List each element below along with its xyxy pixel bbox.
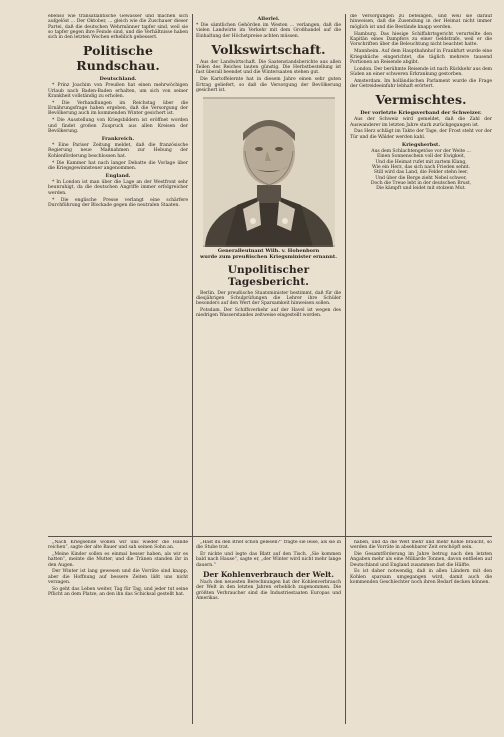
article-body: [48, 143, 188, 171]
paragraph: * Die Ausstellung von Kriegsbildern ist eröffnet worden und findet großen Zuspruch aus allen Kreisen der Bevölkerung.: [48, 118, 188, 134]
portrait-image: [203, 97, 335, 247]
paragraph: London. Der berühmte Reisende ist nach Rückkehr aus dem Süden an einer schweren Erkrankung gestorben.: [350, 66, 492, 77]
kohlenverbrauch-heading: Der Kohlenverbrauch der Welt.: [202, 569, 335, 579]
story-body: [196, 540, 341, 568]
poem-line: Still wird das Land, die Felder stehn leer,: [373, 170, 469, 176]
paragraph: Amsterdam. Im holländischen Parlament wurde die Frage der Getreideeinfuhr lebhaft erörtert.: [350, 78, 492, 90]
paragraph: Die Kartoffelernte hat in diesem Jahre einen sehr guten Ertrag geliefert, so daß die Versorgung der Bevölkerung gesichert ist.: [196, 77, 341, 93]
paragraph: Die Gesamtförderung im Jahre betrug nach den letzten Angaben mehr als eine Milliarde Tonnen, davon entfielen auf Deutschland und England zusammen fast die Hälfte.: [350, 552, 492, 568]
paragraph: Der Winter ist lang gewesen und die Vorräte sind knapp, aber die Hoffnung auf bessere Zeiten läßt uns nicht verzagen.: [48, 569, 188, 586]
article-body: [350, 540, 492, 585]
horizontal-rule: [48, 536, 492, 537]
caption-line: wurde zum preußischen Kriegsminister ernannt.: [200, 253, 337, 260]
poem-line: Und über die Berge zieht Nebel schwer,: [375, 175, 467, 181]
paragraph: haben, und da die Welt mehr und mehr Kohle braucht, so werden die Vorräte in absehbarer Zeit erschöpft sein.: [350, 540, 492, 551]
article-body: [196, 291, 341, 319]
paragraph: Nach den neuesten Berechnungen hat der Kohlenverbrauch der Welt in den letzten Jahren erheblich zugenommen. Die größten Verbraucher sind die Industriestaaten Europas und Amerikas.: [196, 579, 341, 601]
column-left: [48, 14, 188, 534]
politische-rundschau-heading: Politische Rundschau.: [76, 43, 160, 74]
paragraph: * Die Verhandlungen im Reichstag über die Ernährungsfrage haben ergeben, daß die Versorgung der Bevölkerung auch im kommenden Winter gesichert ist.: [48, 100, 188, 117]
article-body: [350, 117, 492, 140]
portrait-caption: [196, 249, 341, 261]
intro-text: * Die sämtlichen Gehörden im Westen ... verlangen, daß die vielen Landwirte im Verkehr mit dem Großhandel auf die Einhaltung der Höchstpreise achten müssen.: [196, 23, 341, 39]
article-body: [350, 32, 492, 89]
section-deutschland: Deutschland.: [99, 76, 137, 83]
article-body: [196, 580, 341, 601]
section-england: England.: [105, 173, 131, 180]
paragraph: Potsdam. Der Schiffsverkehr auf der Havel ist wegen des niedrigen Wasserstandes zeitweise eingestellt worden.: [196, 308, 341, 319]
poem-body: [350, 149, 492, 191]
paragraph: Berlin. Der preußische Staatsminister bestimmt, daß für die diesjährigen Schulprüfungen die Lehrer ihre Schüler besonders auf den Wert der Sparsamkeit hinweisen sollen.: [196, 290, 341, 307]
paragraph: * Prinz Joachim von Preußen hat einen mehrwöchigen Urlaub nach Baden-Baden erhalten, um sich von seiner Krankheit vollständig zu erholen.: [48, 83, 188, 100]
section-frankreich: Frankreich.: [101, 136, 135, 143]
paragraph: * Die englische Presse verlangt eine schärfere Durchführung der Blockade gegen die neutralen Staaten.: [48, 197, 188, 208]
article-body: [196, 60, 341, 93]
article-body: [48, 83, 188, 134]
intro-text: die Versorgungen zu beteiligen, und weil sie darauf hinweisen, daß die Zusendung in der Heimat nicht immer möglich ist und die Bestände knapp werden.: [350, 14, 492, 30]
poem-line: Aus dem Schlachtengetöse vor der Weite ...: [371, 149, 471, 155]
poem-line: Einen Sonnenschein voll der Ewigkeit,: [376, 154, 466, 160]
paragraph: * Eine Pariser Zeitung meldet, daß die französische Regierung neue Maßnahmen zur Hebung der Kohlenförderung beschlossen hat.: [48, 143, 188, 159]
paragraph: Es ist daher notwendig, daß in allen Ländern mit den Kohlen sparsam umgegangen wird, damit auch die kommenden Geschlechter noch ihren Bedarf decken können.: [350, 569, 492, 586]
paragraph: * Die Kammer hat nach langer Debatte die Vorlage über die Kriegsgewinnsteuer angenommen.: [48, 160, 188, 171]
paragraph: Mannheim. Auf dem Hauptbahnhof in Frankfurt wurde eine Kriegsküche eingerichtet, die täglich mehrere tausend Portionen an Reisende abgibt.: [350, 49, 492, 65]
paragraph: „Nach Kriegsende wollen wir uns wieder die Hände reichen“, sagte der alte Bauer und sah seinen Sohn an.: [48, 540, 188, 551]
subsection-heading: Der vorletzte Kriegsverband der Schweizer.: [360, 110, 482, 117]
story-body: [48, 540, 188, 597]
volkswirtschaft-heading: Volkswirtschaft.: [211, 41, 326, 57]
poem-line: Doch die Treue lebt in der deutschen Brust,: [370, 180, 472, 186]
vermischtes-heading: Vermischtes.: [375, 92, 467, 108]
paragraph: Aus der Schweiz wird gemeldet, daß die Zahl der Auswanderer im letzten Jahre stark zurückgegangen ist.: [350, 117, 492, 128]
article-body: [48, 180, 188, 208]
paragraph: Das Herz schlägt im Takte der Tage, der Frost steht vor der Tür und die Wälder werden kahl.: [350, 129, 492, 140]
bottom-left-story: [48, 540, 188, 730]
paragraph: Er nickte und legte das Blatt auf den Tisch. „Sie kommen bald nach Hause“, sagte er, „der Winter wird nicht mehr lange dauern.“: [196, 552, 341, 568]
unpolitischer-tagesbericht-heading: Unpolitischer Tagesbericht.: [227, 263, 310, 288]
bottom-middle-story: [196, 540, 341, 730]
paragraph: „Hast du den Brief schon gelesen?“ fragte sie leise, als sie in die Stube trat.: [196, 540, 341, 551]
paragraph: „Meine Kinder sollen es einmal besser haben, als wir es hatten“, meinte die Mutter, und die Tränen standen ihr in den Augen.: [48, 552, 188, 568]
column-rule: [192, 14, 193, 724]
poem-line: Und die Heimat rufet mit zartem Klang,: [375, 159, 467, 165]
paragraph: Aus der Landwirtschaft. Die Saatenstandsberichte aus allen Teilen des Reiches lauten günstig. Die Herbstbestellung ist fast überall beendet und die Wintersaaten stehen gut.: [196, 59, 341, 76]
poem-title: Kriegsherbst.: [401, 142, 441, 149]
column-right: [350, 14, 492, 534]
allerlei-heading: Allerlei.: [257, 16, 280, 22]
paragraph: * In London ist man über die Lage an der Westfront sehr beunruhigt, da die deutschen Angriffe immer erfolgreicher werden.: [48, 180, 188, 196]
column-middle: [196, 14, 341, 534]
column-rule: [345, 14, 346, 724]
poem-line: Die kämpft und leidet mit stolzem Mut.: [376, 186, 466, 192]
bottom-right-story: [350, 540, 492, 730]
poem-line: Wie ein Herz, das sich nach Frieden sehnt.: [371, 164, 470, 170]
paragraph: So geht das Leben weiter, Tag für Tag, und jeder tut seine Pflicht an dem Platze, an den ihn das Schicksal gestellt hat.: [48, 586, 188, 598]
intro-text: ebenso wie transatlantische Gewässer und machen sich aufgelöst ... Der Oktober, ... gleich wie die Zuschauer dieser Partei, daß die deutschen Wehrmänner tapfer sind, weil sie so tapfer gegen ihre Feinde sind, und die Verhältnisse haben sich in den letzten Wochen erheblich gebessert.: [48, 14, 188, 41]
paragraph: Hamburg. Das hiesige Schiffahrtsgericht verurteilte den Kapitän eines Dampfers zu einer Geldstrafe, weil er die Vorschriften über die Beleuchtung nicht beachtet hatte.: [350, 31, 492, 48]
caption-line: Generalleutnant Wilh. v. Hohenborn: [217, 248, 320, 255]
